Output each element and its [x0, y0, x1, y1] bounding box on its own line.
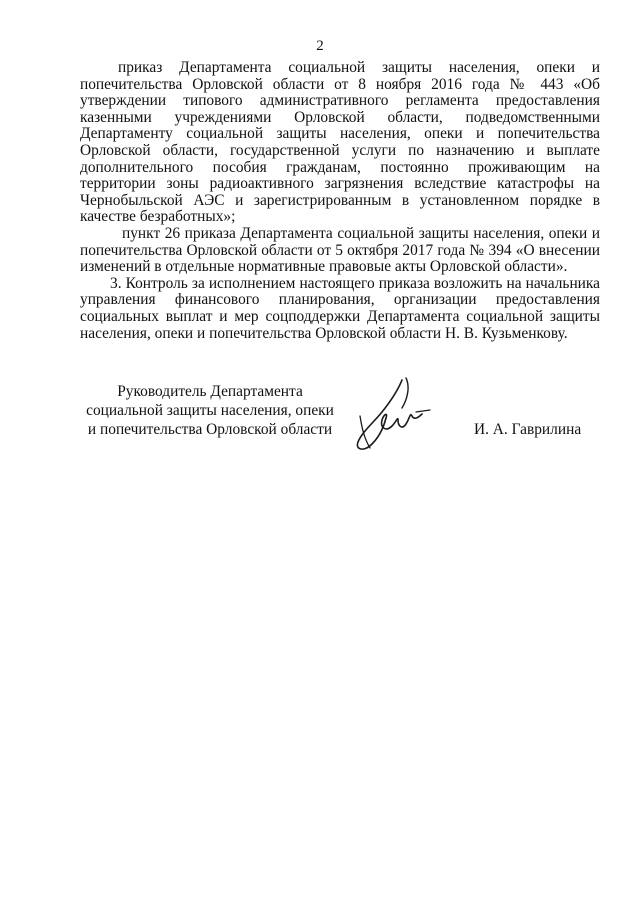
handwritten-signature — [340, 376, 440, 456]
paragraph-order-443: приказ Департамента социальной защиты населения, опеки и попечительства Орловской области от 8 ноября 2016 года № 443 «Об утверждении типового административного регламента предоставления казенными учреждениями Орловской области, подведомственными Департаменту социальной защиты населения, опеки и попечительства Орловской области, государственной услуги по назначению и выплате дополнительного пособия гражданам, постоянно проживающим на территории зоны радиоактивного загрязнения вследствие катастрофы на Чернобыльской АЭС и зарегистрированным в установленном порядке в качестве безработных»; — [80, 59, 600, 226]
page-number: 2 — [316, 38, 324, 54]
signatory-position — [80, 382, 340, 439]
signatory-name: И. А. Гаврилина — [474, 421, 582, 438]
signatory-position-line: и попечительства Орловской области — [87, 421, 333, 438]
signatory-position-line: социальной защиты населения, опеки — [86, 402, 334, 419]
signatory-position-line: Руководитель Департамента — [117, 383, 303, 400]
paragraph-order-394: пункт 26 приказа Департамента социальной защиты населения, опеки и попечительства Орловской области от 5 октября 2017 года № 394 «О внесении изменений в отдельные нормативные правовые акты Орловской области». — [80, 224, 600, 276]
paragraph-control-clause: 3. Контроль за исполнением настоящего приказа возложить на начальника управления финансового планирования, организации предоставления социальных выплат и мер соцподдержки Департамента социальной защиты населения, опеки и попечительства Орловской области Н. В. Кузьменкову. — [80, 274, 600, 342]
document-body — [80, 60, 600, 342]
